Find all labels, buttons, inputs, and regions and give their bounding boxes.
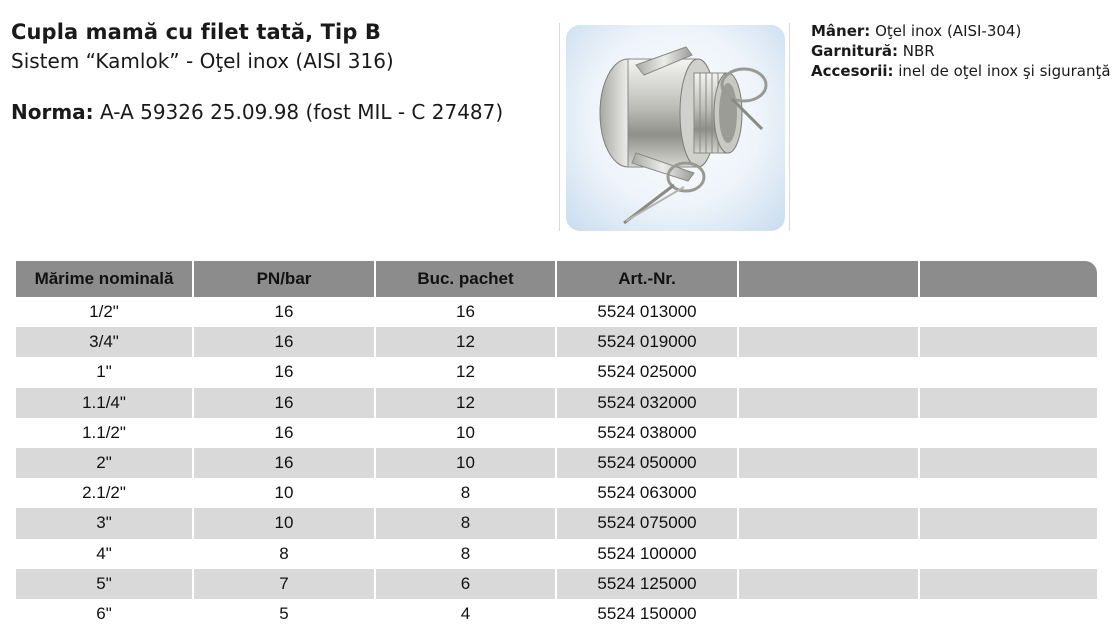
- size-cell: 1.1/4": [16, 388, 193, 418]
- empty-cell: [919, 388, 1097, 418]
- pressure-cell: 16: [193, 297, 375, 327]
- table-row: [16, 508, 1097, 538]
- size-cell: 5": [16, 569, 193, 599]
- empty-cell: [919, 327, 1097, 357]
- size-cell: 3": [16, 508, 193, 538]
- spec-garnitura-value: NBR: [898, 42, 935, 60]
- article-nr-cell: 5524 050000: [556, 448, 738, 478]
- pack-qty-cell: 12: [375, 327, 556, 357]
- pack-qty-cell: 8: [375, 539, 556, 569]
- pressure-cell: 16: [193, 357, 375, 387]
- article-nr-cell: 5524 100000: [556, 539, 738, 569]
- size-cell: 4": [16, 539, 193, 569]
- article-nr-cell: 5524 038000: [556, 418, 738, 448]
- column-header-empty-1: [738, 261, 919, 297]
- table-row: [16, 569, 1097, 599]
- pack-qty-cell: 12: [375, 388, 556, 418]
- article-nr-cell: 5524 019000: [556, 327, 738, 357]
- norma-line: [11, 99, 531, 125]
- table-header-row: [16, 261, 1097, 297]
- article-nr-cell: 5524 125000: [556, 569, 738, 599]
- pack-qty-cell: 6: [375, 569, 556, 599]
- size-cell: 6": [16, 599, 193, 629]
- pack-qty-cell: 10: [375, 448, 556, 478]
- table-row: [16, 539, 1097, 569]
- table-row: [16, 418, 1097, 448]
- empty-cell: [738, 297, 919, 327]
- table-row: [16, 448, 1097, 478]
- product-specs: [811, 21, 1111, 81]
- column-header-empty-2: [919, 261, 1097, 297]
- empty-cell: [919, 508, 1097, 538]
- pack-qty-cell: 12: [375, 357, 556, 387]
- page-title: Cupla mamă cu filet tată, Tip B: [11, 20, 382, 44]
- table-body: [16, 297, 1097, 629]
- pack-qty-cell: 8: [375, 478, 556, 508]
- spec-accesorii-value: inel de oţel inox şi siguranţă: [893, 62, 1111, 80]
- empty-cell: [738, 357, 919, 387]
- empty-cell: [919, 297, 1097, 327]
- table-row: [16, 327, 1097, 357]
- empty-cell: [919, 418, 1097, 448]
- pack-qty-cell: 4: [375, 599, 556, 629]
- product-table-container: [16, 261, 1097, 629]
- column-header-pack-qty: Buc. pachet: [375, 261, 556, 297]
- pressure-cell: 10: [193, 508, 375, 538]
- empty-cell: [919, 478, 1097, 508]
- empty-cell: [738, 508, 919, 538]
- article-nr-cell: 5524 075000: [556, 508, 738, 538]
- norma-label: Norma:: [11, 100, 94, 124]
- article-nr-cell: 5524 150000: [556, 599, 738, 629]
- pack-qty-cell: 8: [375, 508, 556, 538]
- page-subtitle: Sistem “Kamlok” - Oţel inox (AISI 316): [11, 49, 394, 73]
- size-cell: 2": [16, 448, 193, 478]
- column-header-size: Mărime nominală: [16, 261, 193, 297]
- pressure-cell: 10: [193, 478, 375, 508]
- empty-cell: [919, 569, 1097, 599]
- article-nr-cell: 5524 025000: [556, 357, 738, 387]
- size-cell: 1/2": [16, 297, 193, 327]
- empty-cell: [738, 539, 919, 569]
- size-cell: 1": [16, 357, 193, 387]
- table-row: [16, 478, 1097, 508]
- spec-garnitura-label: Garnitură:: [811, 42, 899, 60]
- spec-maner-label: Mâner:: [811, 22, 871, 40]
- spec-accesorii-label: Accesorii:: [811, 62, 894, 80]
- pressure-cell: 5: [193, 599, 375, 629]
- product-image-frame: [559, 23, 790, 231]
- norma-value: A-A 59326 25.09.98 (fost MIL - C 27487): [93, 100, 504, 124]
- table-row: [16, 388, 1097, 418]
- article-nr-cell: 5524 013000: [556, 297, 738, 327]
- empty-cell: [919, 539, 1097, 569]
- empty-cell: [738, 327, 919, 357]
- size-cell: 3/4": [16, 327, 193, 357]
- pressure-cell: 16: [193, 388, 375, 418]
- article-nr-cell: 5524 063000: [556, 478, 738, 508]
- empty-cell: [738, 388, 919, 418]
- pressure-cell: 16: [193, 418, 375, 448]
- pressure-cell: 7: [193, 569, 375, 599]
- camlock-coupling-illustration: [566, 25, 785, 231]
- empty-cell: [919, 357, 1097, 387]
- column-header-pressure: PN/bar: [193, 261, 375, 297]
- empty-cell: [738, 599, 919, 629]
- product-table: [16, 261, 1097, 629]
- empty-cell: [919, 599, 1097, 629]
- table-row: [16, 357, 1097, 387]
- spec-accesorii: [811, 61, 1111, 81]
- spec-maner-value: Oţel inox (AISI-304): [870, 22, 1022, 40]
- pressure-cell: 16: [193, 327, 375, 357]
- table-row: [16, 599, 1097, 629]
- pack-qty-cell: 16: [375, 297, 556, 327]
- empty-cell: [738, 448, 919, 478]
- empty-cell: [738, 569, 919, 599]
- spec-maner: [811, 21, 1111, 41]
- pressure-cell: 16: [193, 448, 375, 478]
- spec-garnitura: [811, 41, 1111, 61]
- empty-cell: [738, 478, 919, 508]
- table-row: [16, 297, 1097, 327]
- pack-qty-cell: 10: [375, 418, 556, 448]
- size-cell: 1.1/2": [16, 418, 193, 448]
- empty-cell: [919, 448, 1097, 478]
- article-nr-cell: 5524 032000: [556, 388, 738, 418]
- column-header-article-nr: Art.-Nr.: [556, 261, 738, 297]
- pressure-cell: 8: [193, 539, 375, 569]
- empty-cell: [738, 418, 919, 448]
- size-cell: 2.1/2": [16, 478, 193, 508]
- camlock-coupling-image: [566, 25, 785, 231]
